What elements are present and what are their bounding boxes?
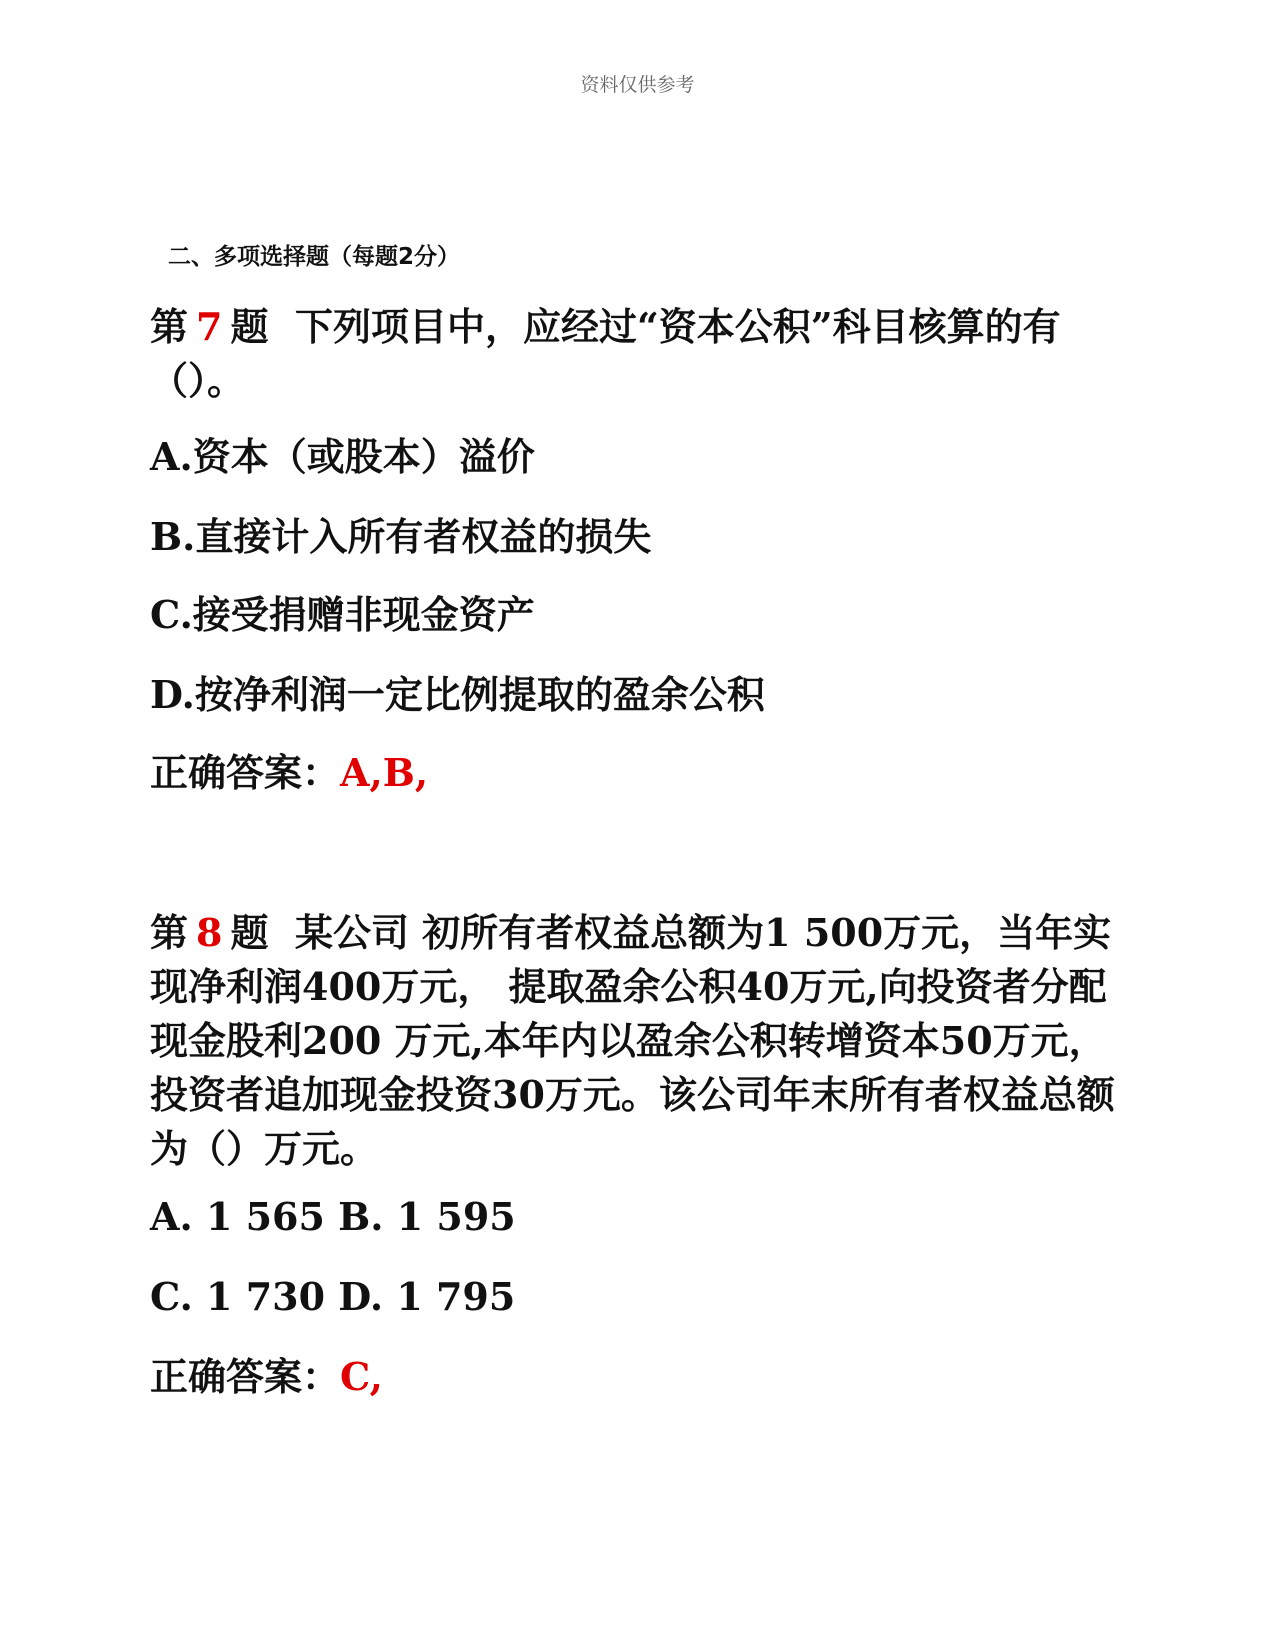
answer-value: C, <box>340 1354 383 1399</box>
option-c: C.接受捐赠非现金资产 <box>150 592 535 637</box>
option-row-2: C. 1 730 D. 1 795 <box>150 1274 516 1319</box>
option-row-1: A. 1 565 B. 1 595 <box>150 1194 516 1239</box>
answer-label: 正确答案： <box>150 750 341 795</box>
question-prefix: 第 <box>150 910 189 955</box>
page-header: 资料仅供参考 <box>580 74 695 96</box>
option-a: A.资本（或股本）溢价 <box>150 434 535 479</box>
option-b: B.直接计入所有者权益的损失 <box>150 514 652 559</box>
answer-line <box>150 1350 383 1404</box>
question-number: 8 <box>196 910 223 955</box>
answer-value: A,B, <box>340 750 429 795</box>
option-d: D.按净利润一定比例提取的盈余公积 <box>150 672 765 717</box>
question-text: 下列项目中，应经过“资本公积”科目核算的有（）。 <box>150 304 1061 403</box>
question-text: 某公司 初所有者权益总额为1 500万元，当年实现净利润400万元， 提取盈余公积40万元,向投资者分配现金股利200 万元,本年内以盈余公积转增资本50万元，投资者追加现金投资30万元。该公司年末所有者权益总额为（）万元。 <box>150 910 1115 1171</box>
answer-line <box>150 746 428 800</box>
question-prefix: 第 <box>150 304 189 349</box>
question-8-stem <box>150 906 1135 1176</box>
question-number: 7 <box>196 304 223 349</box>
section-title: 二、多项选择题（每题2分） <box>168 244 461 270</box>
question-suffix: 题 <box>230 304 269 349</box>
question-suffix: 题 <box>230 910 269 955</box>
answer-label: 正确答案： <box>150 1354 341 1399</box>
question-7-stem <box>150 300 1135 408</box>
